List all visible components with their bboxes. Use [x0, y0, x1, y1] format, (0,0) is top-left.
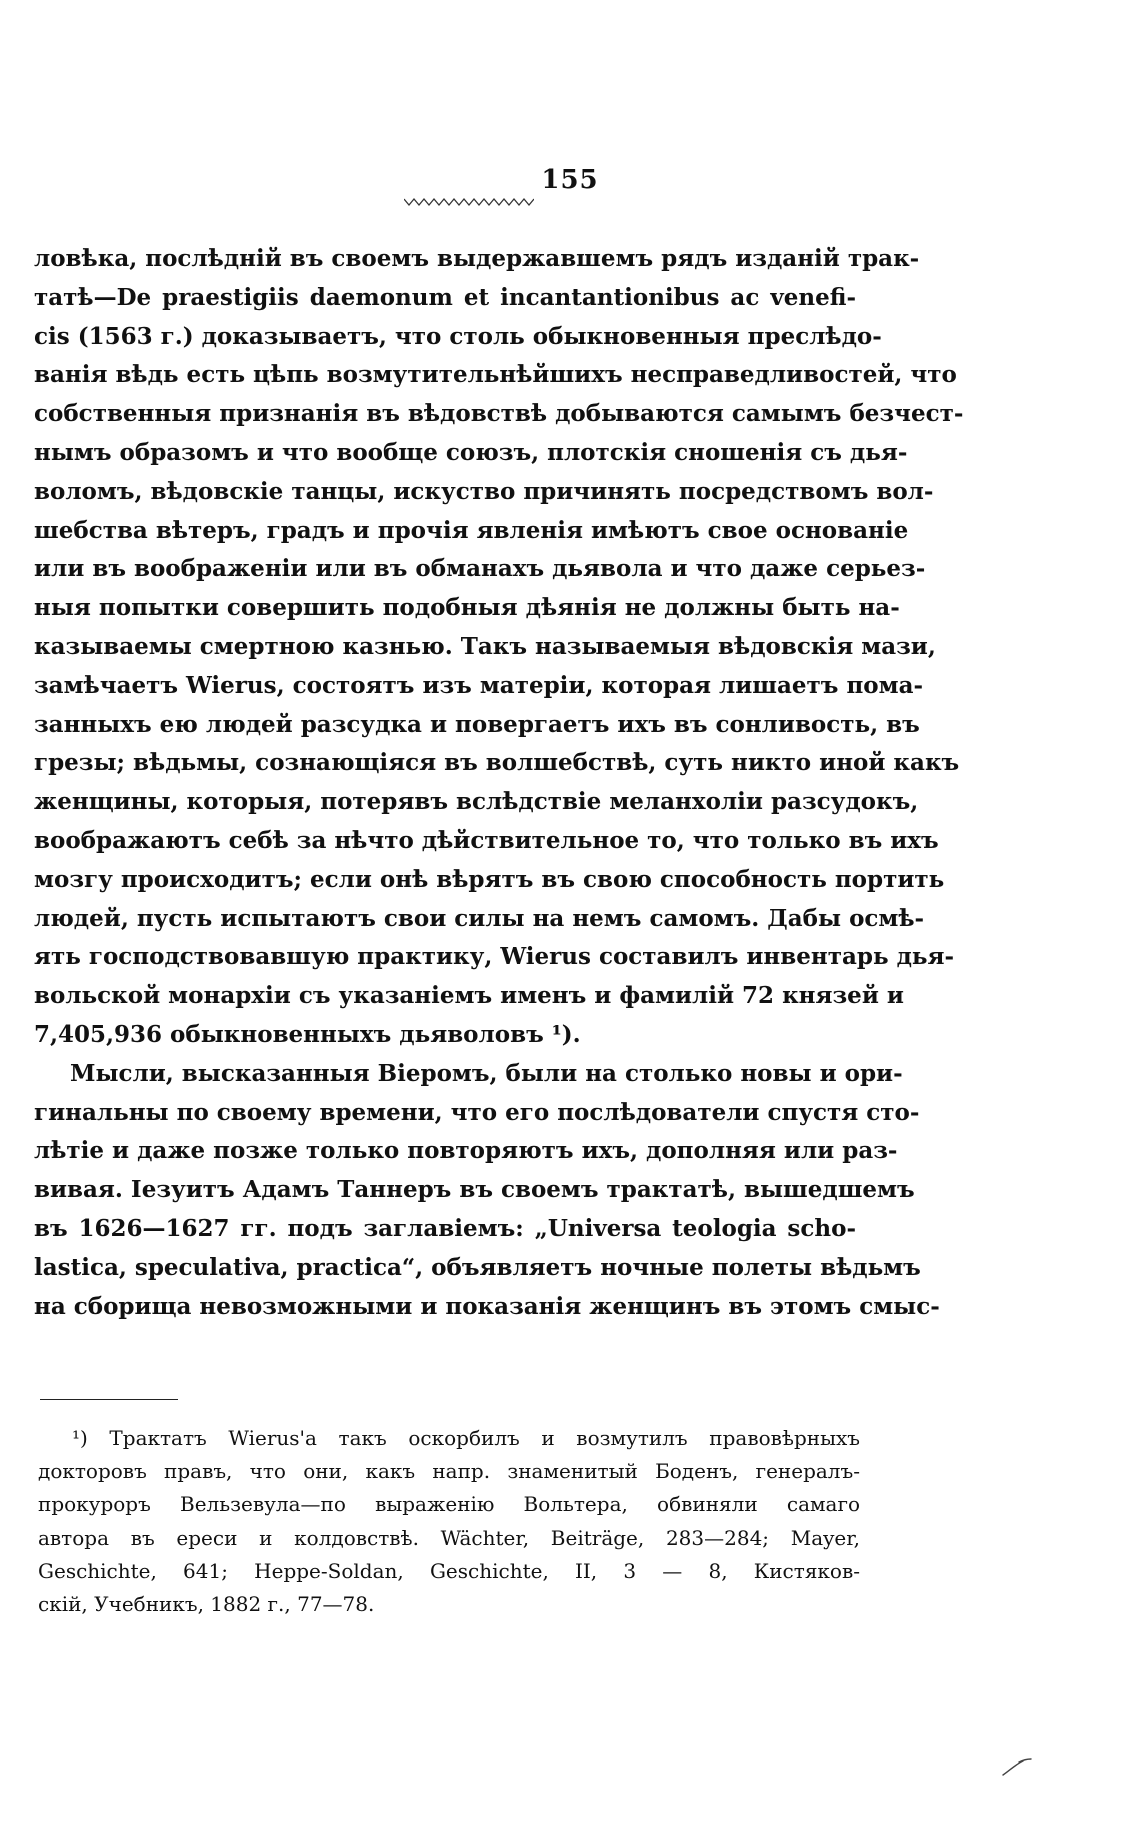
text-line: собственныя признанія въ вѣдовствѣ добываются самымъ безчест-: [34, 400, 964, 428]
text-line: гинальны по своему времени, что его послѣдователи спустя сто-: [34, 1098, 920, 1126]
text-line: казываемы смертною казнью. Такъ называемыя вѣдовскія мази,: [34, 632, 936, 660]
text-line: воломъ, вѣдовскіе танцы, искуство причинять посредствомъ вол-: [34, 477, 934, 505]
text-line: Мысли, высказанныя Віеромъ, были на столько новы и ори-: [70, 1059, 903, 1087]
page-number: 155: [541, 165, 599, 195]
text-line: вивая. Іезуитъ Адамъ Таннеръ въ своемъ трактатѣ, вышедшемъ: [34, 1176, 915, 1204]
footnote: [38, 1422, 860, 1621]
text-line: lastica, speculativa, practica“, объявляетъ ночные полеты вѣдьмъ: [34, 1253, 921, 1281]
text-line: лѣтіе и даже позже только повторяютъ ихъ, дополняя или раз-: [34, 1137, 898, 1165]
text-line: занныхъ ею людей разсудка и повергаетъ ихъ въ сонливость, въ: [34, 710, 920, 738]
text-line: на сборища невозможными и показанія женщинъ въ этомъ смыс-: [34, 1292, 940, 1320]
text-line: ловѣка, послѣдній въ своемъ выдержавшемъ рядъ изданій трак-: [34, 245, 920, 272]
text-line: ванія вѣдь есть цѣпь возмутительнѣйшихъ несправедливостей, что: [34, 361, 957, 389]
pen-mark-icon: [1001, 1757, 1033, 1777]
footnote-line: скій, Учебникъ, 1882 г., 77—78.: [38, 1591, 375, 1616]
footnote-line: Geschichte, 641; Heppe-Soldan, Geschichte, II, 3 — 8, Кистяков-: [38, 1558, 860, 1583]
text-line: въ 1626—1627 гг. подъ заглавіемъ: „Universa teologia scho-: [34, 1214, 856, 1242]
footnote-separator: [40, 1399, 178, 1400]
text-line: мозгу происходитъ; если онѣ вѣрятъ въ свою способность портить: [34, 865, 945, 893]
footnote-line: ¹) Трактатъ Wierus'а такъ оскорбилъ и возмутилъ правовѣрныхъ: [72, 1426, 860, 1450]
text-line: шебства вѣтеръ, градъ и прочія явленія имѣютъ свое основаніе: [34, 516, 909, 544]
footnote-line: докторовъ правъ, что они, какъ напр. знаменитый Боденъ, генералъ-: [38, 1459, 860, 1484]
text-line: cis (1563 г.) доказываетъ, что столь обыкновенныя преслѣдо-: [34, 322, 882, 350]
text-line: женщины, которыя, потерявъ вслѣдствіе меланхоліи разсудокъ,: [34, 788, 919, 816]
ornament-divider: [404, 196, 534, 208]
text-line: людей, пусть испытаютъ свои силы на немъ самомъ. Дабы осмѣ-: [34, 904, 925, 932]
footnote-line: прокуроръ Вельзевула—по выраженію Вольтера, обвиняли самаго: [38, 1492, 860, 1517]
text-line: грезы; вѣдьмы, сознающіяся въ волшебствѣ, суть никто иной какъ: [34, 749, 960, 777]
text-line: вольской монархіи съ указаніемъ именъ и фамилій 72 князей и: [34, 982, 904, 1010]
text-line: замѣчаетъ Wierus, состоятъ изъ матеріи, которая лишаетъ пома-: [34, 671, 924, 699]
text-line: нымъ образомъ и что вообще союзъ, плотскія сношенія съ дья-: [34, 438, 908, 466]
text-line: или въ воображеніи или въ обманахъ дьявола и что даже серьез-: [34, 555, 926, 583]
main-text: [34, 240, 964, 1326]
text-line: татѣ—De praestigiis daemonum et incantantionibus ac venefi-: [34, 283, 856, 311]
text-line: 7,405,936 обыкновенныхъ дьяволовъ ¹).: [34, 1020, 581, 1048]
text-line: ныя попытки совершить подобныя дѣянія не должны быть на-: [34, 594, 900, 622]
text-line: ять господствовавшую практику, Wierus составилъ инвентарь дья-: [34, 943, 955, 971]
footnote-line: автора въ ереси и колдовствѣ. Wächter, Beiträge, 283—284; Mayer,: [38, 1525, 860, 1550]
text-line: воображаютъ себѣ за нѣчто дѣйствительное то, что только въ ихъ: [34, 826, 939, 854]
